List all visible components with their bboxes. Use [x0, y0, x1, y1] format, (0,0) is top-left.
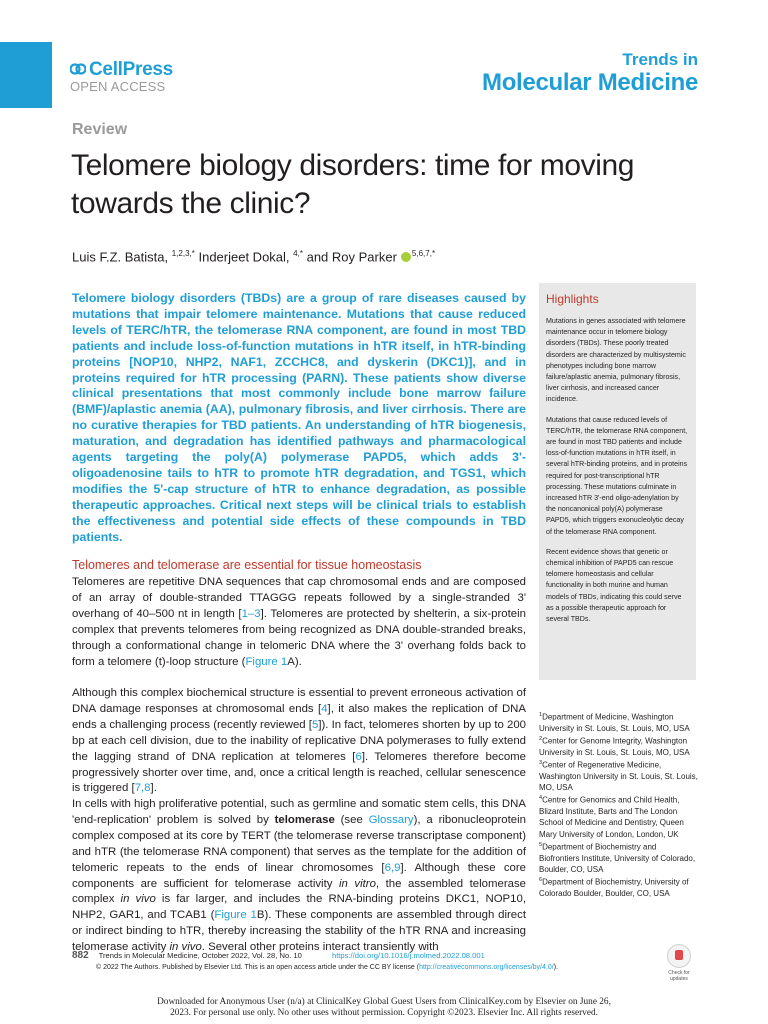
page-footer — [72, 950, 485, 961]
cellpress-logo-icon — [70, 62, 86, 76]
body-paragraph: Telomeres are repetitive DNA sequences that cap chromosomal ends and are composed of an array of double-stranded TTAGGG repeats followed by a single-stranded 3' overhang of 40–500 nt in length [1–3]. Telomeres are protected by shelterin, a six-protein complex that prevents telomeres from being recognized as DNA double-stranded breaks, through a conformational change in telomeric DNA where the 3' overhang folds back to form a telomere (t)-loop structure (Figure 1A). — [72, 576, 527, 668]
abstract: Telomere biology disorders (TBDs) are a group of rare diseases caused by mutations that impair telomere maintenance. Mutations that cause reduced levels of TERC/hTR, the telomerase RNA component, are found in most TBD patients and include loss-of-function mutations in hTR itself, in hTR-binding proteins [NOP10, NHP2, NAF1, ZCCHC8, and dyskerin (DKC1)], and in proteins required for hTR processing (PARN). These patients show diverse clinical presentations that most commonly include bone marrow failure (BMF)/aplastic anemia (AA), pulmonary fibrosis, and liver cirrhosis. There are no curative therapies for TBD patients. An understanding of hTR biogenesis, maturation, and degradation has identified pathways and pharmacological agents targeting the poly(A) polymerase PAPD5, which adds 3'-oligoadenosine tails to hTR to promote hTR degradation, and TGS1, which modifies the 5'-cap structure of hTR to enhance degradation, as possible therapeutic approaches. Critical next steps will be clinical trials to establish the effectiveness and potential side effects of these compounds in TBD patients. — [72, 291, 526, 544]
affiliations — [539, 710, 699, 899]
journal-title — [482, 50, 698, 97]
citation-link[interactable]: 7,8 — [134, 782, 151, 795]
glossary-link[interactable]: Glossary — [368, 813, 414, 826]
license-statement: © 2022 The Authors. Published by Elsevier Ltd. This is an open access article under the CC BY license (http://creativecommons.org/licenses/by/4.0/). — [96, 964, 558, 971]
check-for-updates-button[interactable] — [662, 944, 696, 982]
affiliation-item: $^1$Department of Medicine, Washington University in St. Louis, St. Louis, MO, USA — [539, 712, 690, 733]
article-type: Review — [72, 121, 128, 138]
journal-citation: Trends in Molecular Medicine, October 2022, Vol. 28, No. 10 — [98, 951, 302, 960]
author-name: Luis F.Z. Batista, — [72, 249, 169, 265]
body-paragraph: In cells with high proliferative potential, such as germline and somatic stem cells, this DNA 'end-replication' problem is solved by telomerase (see Glossary), a ribonucleoprotein complex composed at its core by TERT (the telomerase reverse transcriptase component) and hTR (the telomerase RNA component) that serves as the template for the addition of telomeric repeats to the ends of linear chromosomes [6,9]. Although these core components are sufficient for telomerase activity in vitro, the assembled telomerase complex in vivo is far larger, and includes the RNA-binding proteins DKC1, NOP10, NHP2, GAR1, and TCAB1 (Figure 1B). These components are assembled through direct or indirect binding to hTR, thereby increasing the stability of the hTR RNA and increasing telomerase activity in vivo. Several other proteins interact transiently with — [72, 798, 527, 954]
page-number: 882 — [72, 950, 89, 961]
figure-link[interactable]: Figure 1 — [214, 909, 257, 922]
highlight-item: Recent evidence shows that genetic or chemical inhibition of PAPD5 can rescue telomere homeostasis and cellular functionality in both murine and human models of TBDs, indicating this could serve as a possible therapeutic approach for several TBDs. — [546, 547, 682, 624]
highlight-item: Mutations in genes associated with telomere maintenance occur in telomere biology disorders (TBDs). These poorly treated disorders are characterized by multisystemic phenotypes including bone marrow failure/aplastic anemia, pulmonary fibrosis, liver cirrhosis, and increased cancer incidence. — [546, 317, 686, 404]
bookmark-icon — [667, 944, 691, 968]
highlights-box — [539, 283, 696, 680]
journal-title-name: Molecular Medicine — [482, 69, 698, 96]
publisher-logo[interactable] — [70, 60, 173, 94]
author-name: and Roy Parker — [306, 249, 397, 265]
highlights-title: Highlights — [546, 292, 599, 306]
highlight-item: Mutations that cause reduced levels of TERC/hTR, the telomerase RNA component, are found in most TBD patients and include loss-of-function mutations in hTR itself, in several hTR-binding proteins, and in proteins required for post-transcriptional hTR processing. These mutations culminate in increased hTR 3'-end oligo-adenylation by the noncanonical poly(A) polymerase PAPD5, which triggers exonucleolytic decay of the telomerase RNA component. — [546, 415, 688, 536]
citation-link[interactable]: 4 — [321, 702, 328, 715]
check-for-updates-label: Check for updates — [668, 970, 690, 982]
affiliation-item: $^3$Center of Regenerative Medicine, Washington University in St. Louis, St. Louis, MO, USA — [539, 760, 698, 793]
doi-link[interactable]: https://doi.org/10.1016/j.molmed.2022.08.001 — [331, 951, 485, 960]
citation-link[interactable]: 1–3 — [241, 607, 261, 620]
author-affiliation-marks: 5,6,7,* — [411, 249, 436, 258]
author-affiliation-marks: 4,* — [293, 249, 303, 258]
publisher-logo-text: CellPress — [89, 59, 173, 80]
author-affiliation-marks: 1,2,3,* — [171, 249, 195, 258]
body-paragraph: Although this complex biochemical structure is essential to prevent erroneous activation of DNA damage responses at chromosomal ends [4], it also makes the replication of DNA ends a challenging process (recently reviewed [5]). In fact, telomeres shorten by up to 200 bp at each cell division, due to the inability of replicative DNA polymerases to fully extend the lagging strand of DNA replication at telomeres [6]. Telomeres therefore become progressively shorter over time, and, once a critical length is reached, cellular senescence is triggered [7,8]. — [72, 687, 527, 795]
download-notice: Downloaded for Anonymous User (n/a) at ClinicalKey Global Guest Users from ClinicalKey.com by Elsevier on June 26, 2023. For personal use only. No other uses without permission. Copyright ©2023. Elsevier Inc. All rights reserved. — [157, 997, 611, 1018]
affiliation-item: $^5$Department of Biochemistry and Biofrontiers Institute, University of Colorado, Boulder, CO, USA — [539, 841, 696, 874]
journal-title-top: Trends in — [622, 50, 698, 69]
glossary-term: telomerase — [274, 813, 335, 826]
author-name: Inderjeet Dokal, — [198, 249, 290, 265]
article-title: Telomere biology disorders: time for moving towards the clinic? — [71, 149, 635, 220]
affiliation-item: $^4$Centre for Genomics and Child Health, Blizard Institute, Barts and The London School of Medicine and Dentistry, Queen Mary University of London, London, UK — [539, 795, 684, 839]
open-access-label: OPEN ACCESS — [70, 79, 166, 94]
license-link[interactable]: http://creativecommons.org/licenses/by/4.0/ — [419, 964, 554, 971]
section-heading: Telomeres and telomerase are essential for tissue homeostasis — [72, 558, 422, 572]
figure-link[interactable]: Figure 1 — [245, 655, 288, 668]
author-list — [72, 249, 435, 264]
citation-link[interactable]: 5 — [311, 718, 319, 731]
affiliation-item: $^6$Department of Biochemistry, University of Colorado Boulder, Boulder, CO, USA — [539, 877, 689, 898]
affiliation-item: $^2$Center for Genome Integrity, Washington University in St. Louis, St. Louis, MO, USA — [539, 736, 690, 757]
citation-link[interactable]: 6,9 — [384, 861, 401, 874]
orcid-icon[interactable] — [401, 252, 411, 262]
citation-link[interactable]: 6 — [355, 750, 362, 763]
header-color-tab — [0, 42, 52, 108]
